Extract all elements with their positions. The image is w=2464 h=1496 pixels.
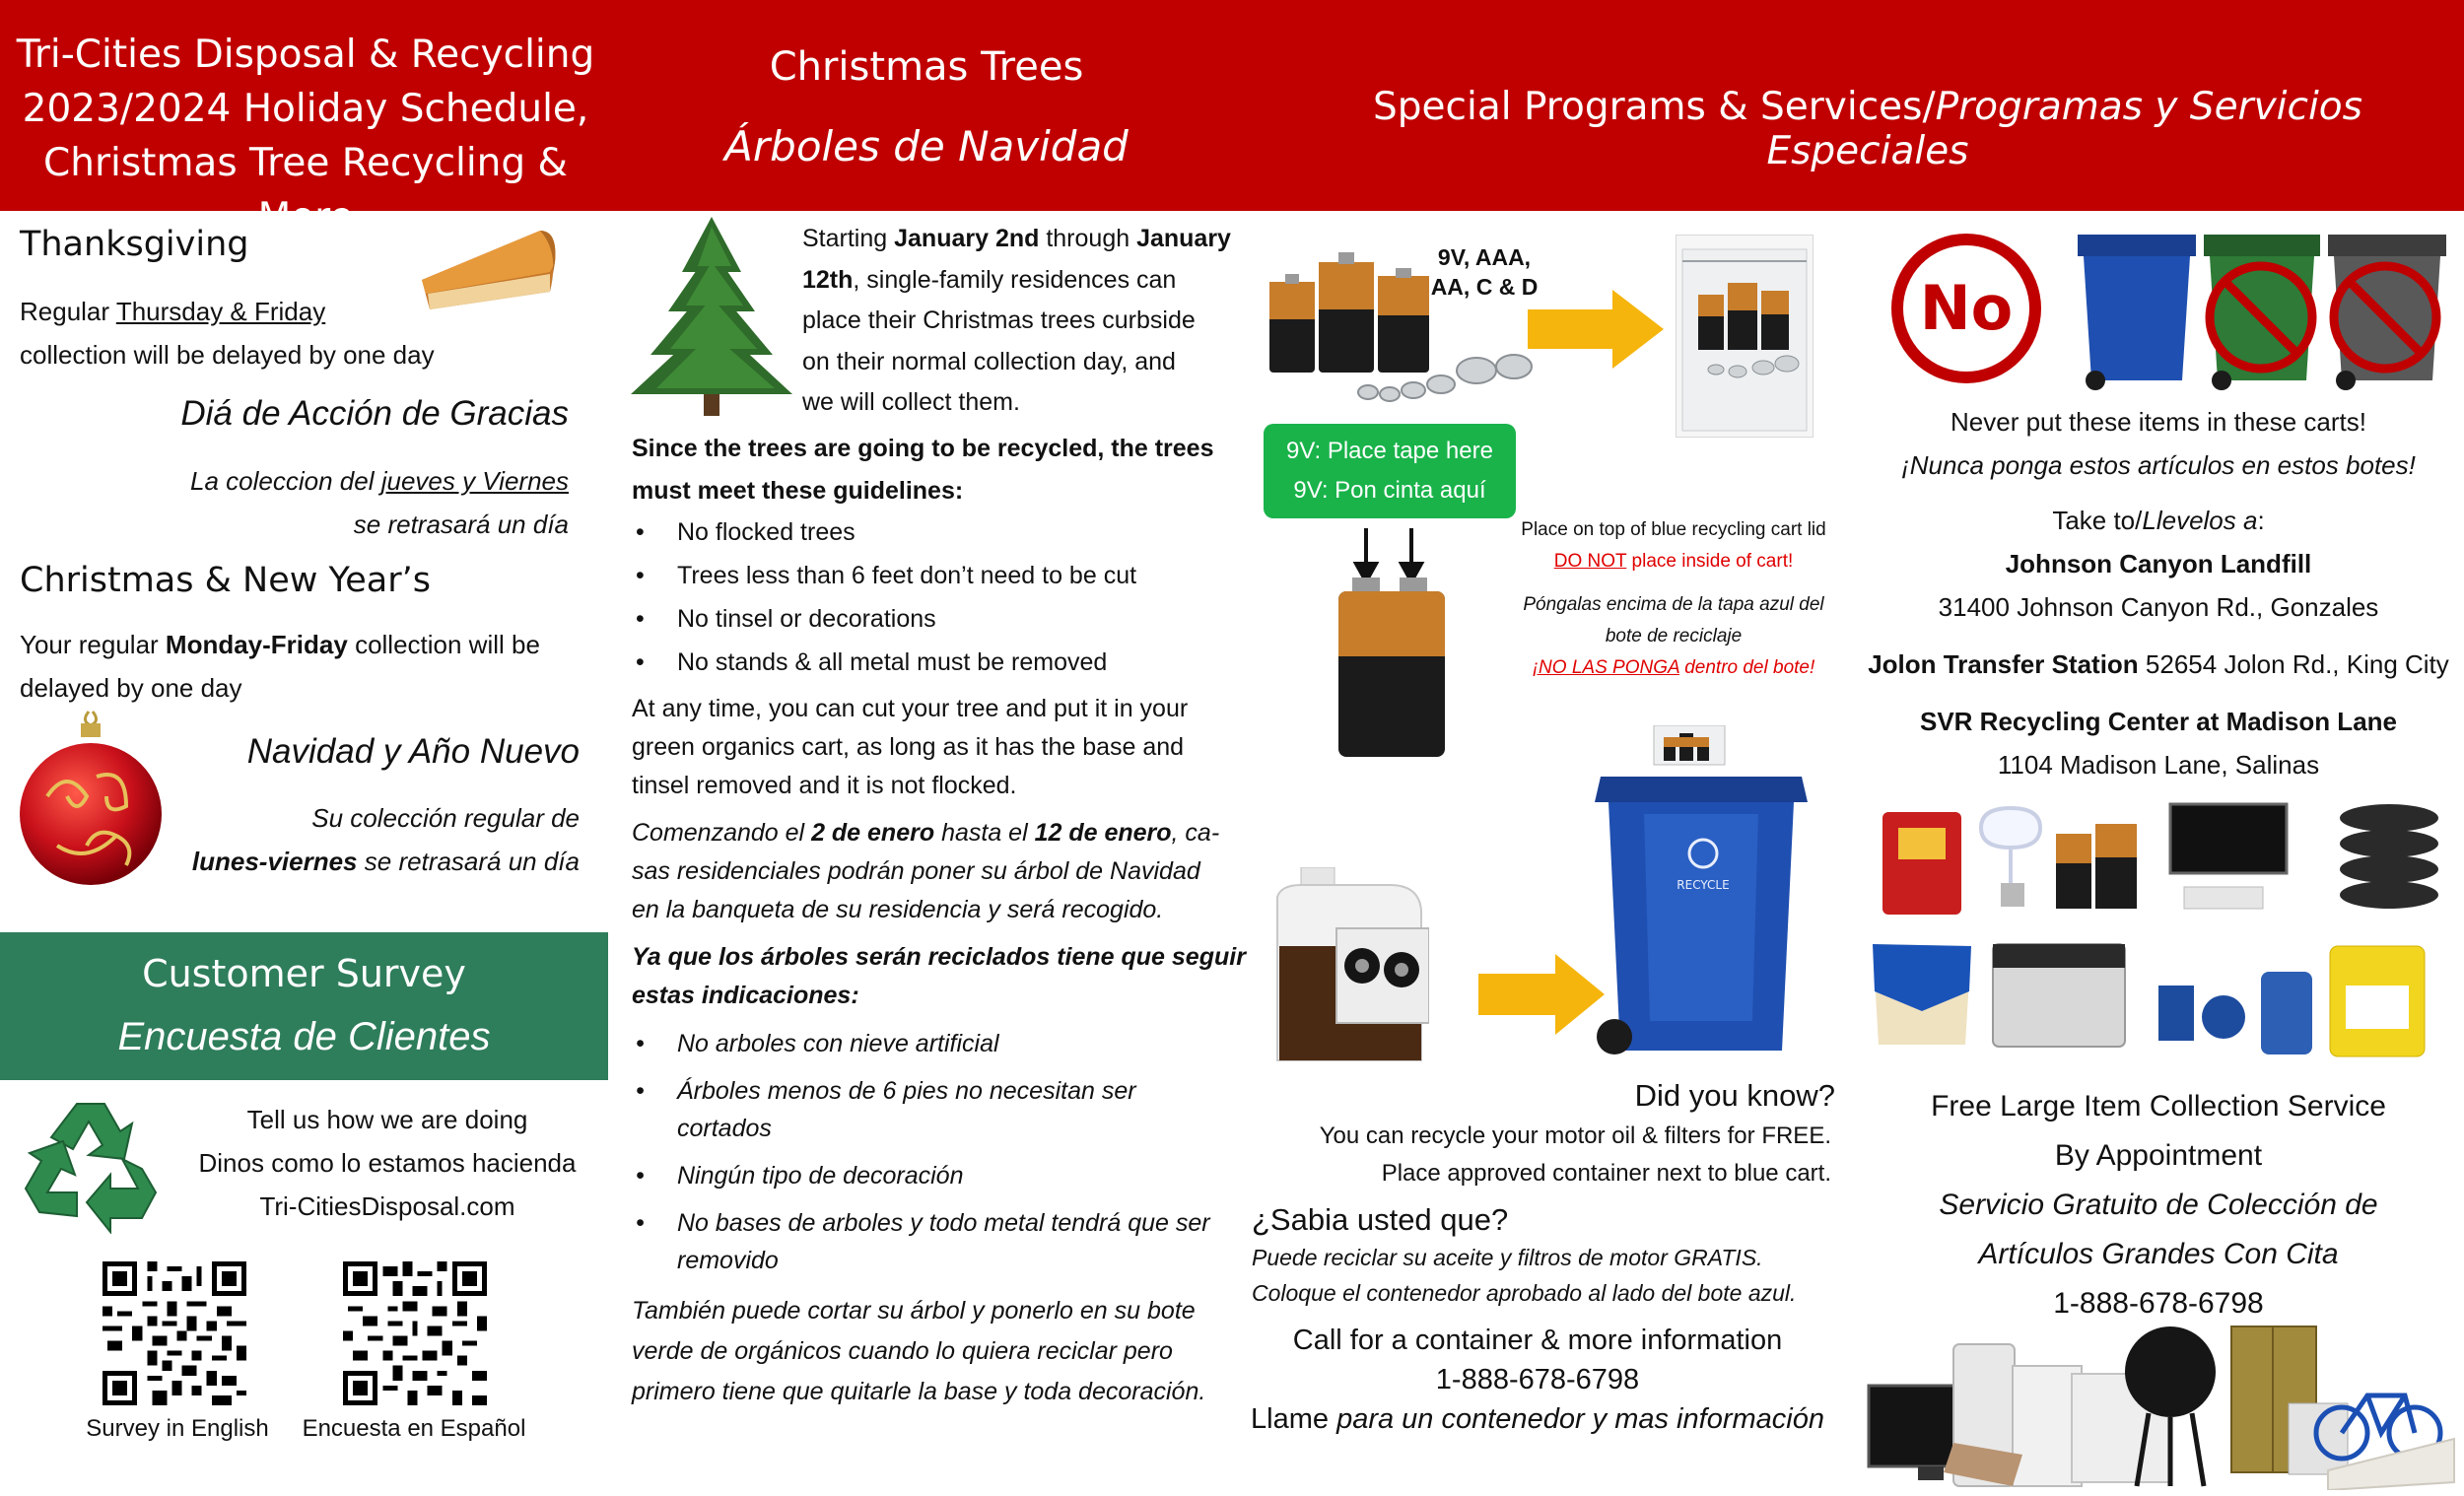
guideline-item-es <box>632 1204 1263 1279</box>
9v-battery-icon <box>1335 578 1449 761</box>
ti-0-0: Starting <box>802 225 895 252</box>
svr-name: SVR Recycling Center at Madison Lane <box>1919 707 2397 736</box>
place-en: Place on top of blue recycling cart lid <box>1521 519 1826 540</box>
tree-guidelines-heading-es <box>632 938 1263 1015</box>
take-to-a: Take to/ <box>2052 506 2143 535</box>
survey-text <box>175 1098 599 1228</box>
accion-gracias-heading: Diá de Acción de Gracias <box>180 394 569 433</box>
call-info <box>1242 1321 1833 1439</box>
oil-info-es <box>1252 1240 1843 1311</box>
tg-line1-a: Regular <box>20 297 116 326</box>
down-arrows-icon <box>1350 524 1429 583</box>
special-programs-en: Special Programs & Services/ <box>1373 85 1936 129</box>
battery-bag-image <box>1676 235 1814 438</box>
guideline-item-es <box>632 1072 1263 1147</box>
ges-1b: cortados <box>677 1115 772 1142</box>
tg-heading-1: Since the trees are going to be recycled, the trees <box>632 435 1214 462</box>
large-item-es-2: Artículos Grandes Con Cita <box>1978 1238 2339 1270</box>
call-phone[interactable]: 1-888-678-6798 <box>1435 1364 1640 1395</box>
battery-types-2: AA, C & D <box>1430 274 1539 300</box>
tape-callout-es: 9V: Pon cinta aquí <box>1293 477 1486 504</box>
recycle-icon <box>18 1094 162 1234</box>
oil-es-2: Coloque el contenedor aprobado al lado del bote azul. <box>1252 1280 1797 1306</box>
tree-intro-es <box>632 814 1263 929</box>
never-es: ¡Nunca ponga estos artículos en estos botes! <box>1901 450 2416 480</box>
xm-days: Monday-Friday <box>165 630 348 659</box>
large-item-en-1: Free Large Item Collection Service <box>1931 1090 2386 1122</box>
call-es-b: para un contenedor y mas información <box>1336 1403 1824 1435</box>
navidad-text <box>177 796 580 883</box>
christmas-trees-heading: Christmas Trees <box>769 44 1084 90</box>
tree-guidelines-list <box>632 510 1243 684</box>
blue-recycling-cart-icon <box>1585 725 1817 1062</box>
tree-anytime-es <box>632 1291 1263 1412</box>
ti-4: we will collect them. <box>802 388 1020 416</box>
tes-3: en la banqueta de su residencia y será recogido. <box>632 896 1164 923</box>
guideline-item: • No tinsel or decorations <box>632 597 1243 641</box>
ges-2: • Ningún tipo de decoración <box>677 1162 964 1190</box>
title-line-1: Tri-Cities Disposal & Recycling <box>16 33 595 77</box>
navidad-heading: Navidad y Año Nuevo <box>246 732 580 771</box>
survey-line-2: Dinos como lo estamos hacienda <box>198 1148 577 1178</box>
xm-line2: delayed by one day <box>20 673 242 703</box>
call-es-a: Llame <box>1251 1403 1337 1435</box>
battery-types-1: 9V, AAA, <box>1437 244 1532 270</box>
oil-en-2: Place approved container next to blue cart. <box>1381 1160 1831 1187</box>
tes-1e: , ca- <box>1171 819 1220 847</box>
tape-callout <box>1264 424 1516 518</box>
ag-line2: se retrasará un día <box>353 510 569 539</box>
ag-days: jueves y Viernes <box>380 466 569 496</box>
taes-1: verde de orgánicos cuando lo quiera reciclar pero <box>632 1337 1173 1365</box>
tape-callout-en: 9V: Place tape here <box>1286 438 1493 464</box>
ti-date-end-a: January <box>1136 225 1231 252</box>
tg-days: Thursday & Friday <box>115 297 326 326</box>
large-item-es-1: Servicio Gratuito de Colección de <box>1939 1189 2378 1221</box>
oil-info-en <box>1260 1118 1831 1192</box>
ag-line1-a: La coleccion del <box>190 466 381 496</box>
ti-3: on their normal collection day, and <box>802 347 1176 375</box>
ges-3a: • No bases de arboles y todo metal tendrá que ser <box>677 1209 1210 1237</box>
ta-0: At any time, you can cut your tree and put it in your <box>632 695 1189 722</box>
title-line-3: Christmas Tree Recycling & More <box>43 141 568 239</box>
ges-0: • No arboles con nieve artificial <box>677 1030 999 1057</box>
never-en: Never put these items in these carts! <box>1951 407 2366 437</box>
oil-en-1: You can recycle your motor oil & filters for FREE. <box>1319 1122 1831 1149</box>
jolon-address: 52654 Jolon Rd., King City <box>2138 649 2449 679</box>
ges-1a: • Árboles menos de 6 pies no necesitan ser <box>677 1077 1136 1105</box>
ti-0-2: through <box>1039 225 1137 252</box>
arboles-heading: Árboles de Navidad <box>724 122 1129 170</box>
take-to-b: Llevelos a <box>2142 506 2258 535</box>
xm-line1-a: Your regular <box>20 630 166 659</box>
cart-recycle-label: RECYCLE <box>1677 878 1730 892</box>
ta-1: green organics cart, as long as it has the base and <box>632 733 1185 761</box>
thanksgiving-heading: Thanksgiving <box>20 225 249 264</box>
place-do-not: DO NOT <box>1553 551 1627 572</box>
ges-3b: removido <box>677 1247 779 1274</box>
ti-date-end-b: 12th <box>802 265 854 294</box>
nv-days: lunes-viernes <box>191 847 358 876</box>
tges-2: estas indicaciones: <box>632 982 859 1009</box>
motor-oil-jug-icon <box>1271 867 1429 1064</box>
ti-date-start: January 2nd <box>894 225 1040 252</box>
tes-date-end: 12 de enero <box>1034 819 1172 847</box>
taes-0: También puede cortar su árbol y ponerlo en su bote <box>632 1297 1196 1325</box>
place-instructions <box>1496 514 1851 684</box>
pumpkin-pie-icon <box>412 223 560 321</box>
place-do-not-b: place inside of cart! <box>1626 551 1794 572</box>
guideline-item-es <box>632 1025 1263 1062</box>
jolon-name: Jolon Transfer Station <box>1868 649 2139 679</box>
taes-2: primero tiene que quitarle la base y toda decoración. <box>632 1378 1206 1405</box>
never-warning <box>1853 400 2464 487</box>
qr-code-english[interactable] <box>103 1261 246 1405</box>
special-programs-heading <box>1271 85 2464 173</box>
call-line-1: Call for a container & more information <box>1292 1325 1783 1356</box>
prohibited-carts-icon <box>2074 227 2460 394</box>
take-to-locations <box>1853 499 2464 786</box>
oil-es-1: Puede reciclar su aceite y filtros de motor GRATIS. <box>1252 1245 1763 1270</box>
guideline-item: • No stands & all metal must be removed <box>632 641 1243 684</box>
did-you-know-heading: Did you know? <box>1634 1078 1835 1113</box>
survey-title-es: Encuesta de Clientes <box>117 1015 491 1058</box>
no-sign-text: No <box>1919 272 2014 344</box>
tree-guidelines-list-es <box>632 1025 1263 1279</box>
nv-line2-b: se retrasará un día <box>357 847 580 876</box>
place-no-las: ¡NO LAS PONGA <box>1532 657 1679 678</box>
flyer-title <box>0 28 611 244</box>
tree-intro <box>802 219 1236 424</box>
qr-code-spanish[interactable] <box>343 1261 487 1405</box>
survey-title-en: Customer Survey <box>142 952 466 995</box>
place-no-las-b: dentro del bote! <box>1678 657 1815 678</box>
no-sign-icon <box>1890 233 2042 384</box>
ta-2: tinsel removed and it is not flocked. <box>632 772 1017 799</box>
guideline-item: • No flocked trees <box>632 510 1243 554</box>
large-items-collage <box>1865 1325 2456 1490</box>
christmas-tree-icon <box>627 213 796 420</box>
tes-1a: Comenzando el <box>632 819 812 847</box>
title-line-2: 2023/2024 Holiday Schedule, <box>22 87 589 131</box>
take-to-c: : <box>2257 506 2265 535</box>
place-es-1: Póngalas encima de la tapa azul del <box>1523 594 1824 615</box>
hazardous-items-collage <box>1863 798 2454 1074</box>
large-item-en-2: By Appointment <box>2054 1139 2263 1172</box>
christmas-text <box>20 623 582 710</box>
tges-1: Ya que los árboles serán reciclados tiene que seguir <box>632 943 1246 971</box>
xm-line1-c: collection will be <box>347 630 540 659</box>
large-item-phone[interactable]: 1-888-678-6798 <box>2053 1287 2264 1320</box>
guideline-item-es <box>632 1157 1263 1194</box>
tree-anytime <box>632 690 1263 805</box>
accion-gracias-text <box>20 459 569 546</box>
tree-guidelines-heading <box>632 428 1243 512</box>
landfill-name: Johnson Canyon Landfill <box>2005 549 2312 578</box>
arrow-right-icon <box>1528 290 1666 369</box>
svr-address: 1104 Madison Lane, Salinas <box>1997 750 2320 780</box>
qr-label-english: Survey in English <box>86 1415 269 1442</box>
special-programs-es: Programas y Servicios Especiales <box>1766 85 2362 173</box>
tes-2: sas residenciales podrán poner su árbol de Navidad <box>632 857 1200 885</box>
survey-band <box>0 932 608 1080</box>
qr-label-spanish: Encuesta en Español <box>302 1415 526 1442</box>
sabia-heading: ¿Sabia usted que? <box>1252 1202 1509 1237</box>
survey-line-1: Tell us how we are doing <box>246 1105 528 1134</box>
guideline-item: • Trees less than 6 feet don’t need to be cut <box>632 554 1243 597</box>
christmas-newyear-heading: Christmas & New Year’s <box>20 561 431 600</box>
tg-heading-2: must meet these guidelines: <box>632 477 964 505</box>
nv-line1: Su colección regular de <box>311 803 580 833</box>
landfill-address: 31400 Johnson Canyon Rd., Gonzales <box>1938 592 2379 622</box>
tes-1c: hasta el <box>934 819 1035 847</box>
tes-date-start: 2 de enero <box>811 819 935 847</box>
ti-2: place their Christmas trees curbside <box>802 306 1196 334</box>
place-es-2: bote de reciclaje <box>1605 626 1743 646</box>
survey-site-link[interactable]: Tri-CitiesDisposal.com <box>259 1191 515 1221</box>
tg-line2: collection will be delayed by one day <box>20 340 435 370</box>
large-item-service <box>1853 1082 2464 1328</box>
ti-1-1: , single-family residences can <box>853 265 1177 294</box>
